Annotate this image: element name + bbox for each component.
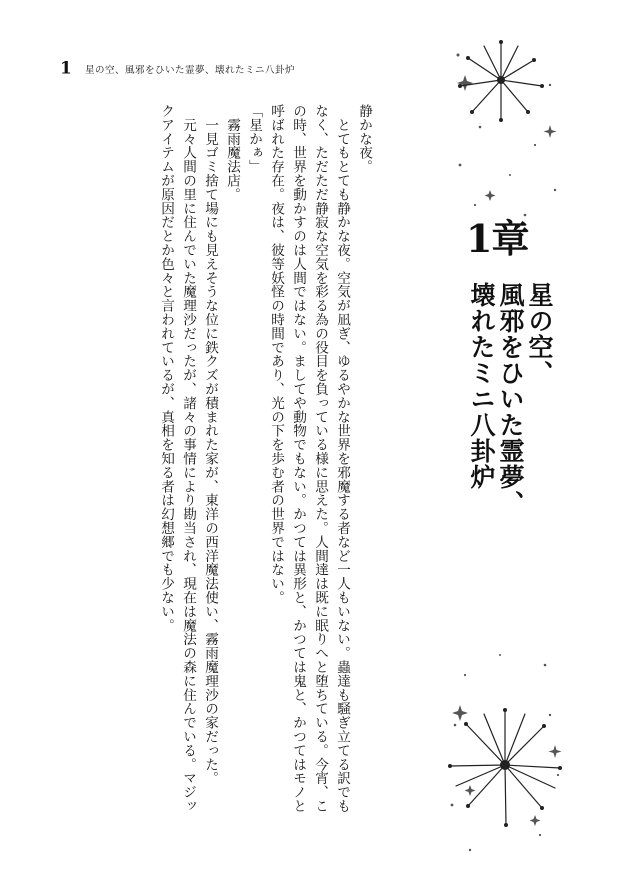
fireworks-top-icon — [438, 20, 564, 128]
paragraph: 「星かぁ」 — [246, 104, 262, 174]
chapter-title-line: 風邪をひいた霊夢、 — [496, 282, 525, 516]
running-header-title: 星の空、風邪をひいた霊夢、壊れたミニ八卦炉 — [84, 64, 295, 76]
paragraph: 静かな夜。 — [356, 104, 372, 174]
chapter-number: 1章 — [466, 216, 529, 261]
paragraph: 霧雨魔法店。 — [224, 104, 240, 202]
chapter-title-line: 壊れたミニ八卦炉 — [467, 282, 496, 490]
body-text — [155, 104, 375, 824]
page-number: 1 — [60, 58, 72, 79]
chapter-title-line: 星の空、 — [525, 282, 554, 386]
fireworks-bottom-icon — [440, 680, 570, 855]
paragraph: 元々人間の里に住んでいた魔理沙だったが、諸々の事情により勘当され、現在は魔法の森に住んでいる。マジックアイテムが原因だとか色々と言われているが、真相を知る者は幻想郷でも少ない。 — [158, 104, 196, 813]
running-header — [60, 58, 380, 82]
paragraph: とてもとても静かな夜。空気が凪ぎ、ゆるやかな世界を邪魔する者など一人もいない。蟲達も騒ぎ立てる訳でもなく、ただただ静寂な空気を彩る為の役目を負っている様に思えた。人間達は既に眠りへと堕ちている。今宵、この時、世界を動かすのは人間ではない。ましてや動物でもない。かつては異形と、かつては鬼と、かつてはモノと呼ばれた存在。夜は、彼等妖怪の時間であり、光の下を歩む者の世界ではない。 — [268, 104, 350, 813]
paragraph: 一見ゴミ捨て場にも見えそうな位に鉄クズが積まれた家が、東洋の西洋魔法使い、霧雨魔理沙の家だった。 — [202, 104, 218, 786]
